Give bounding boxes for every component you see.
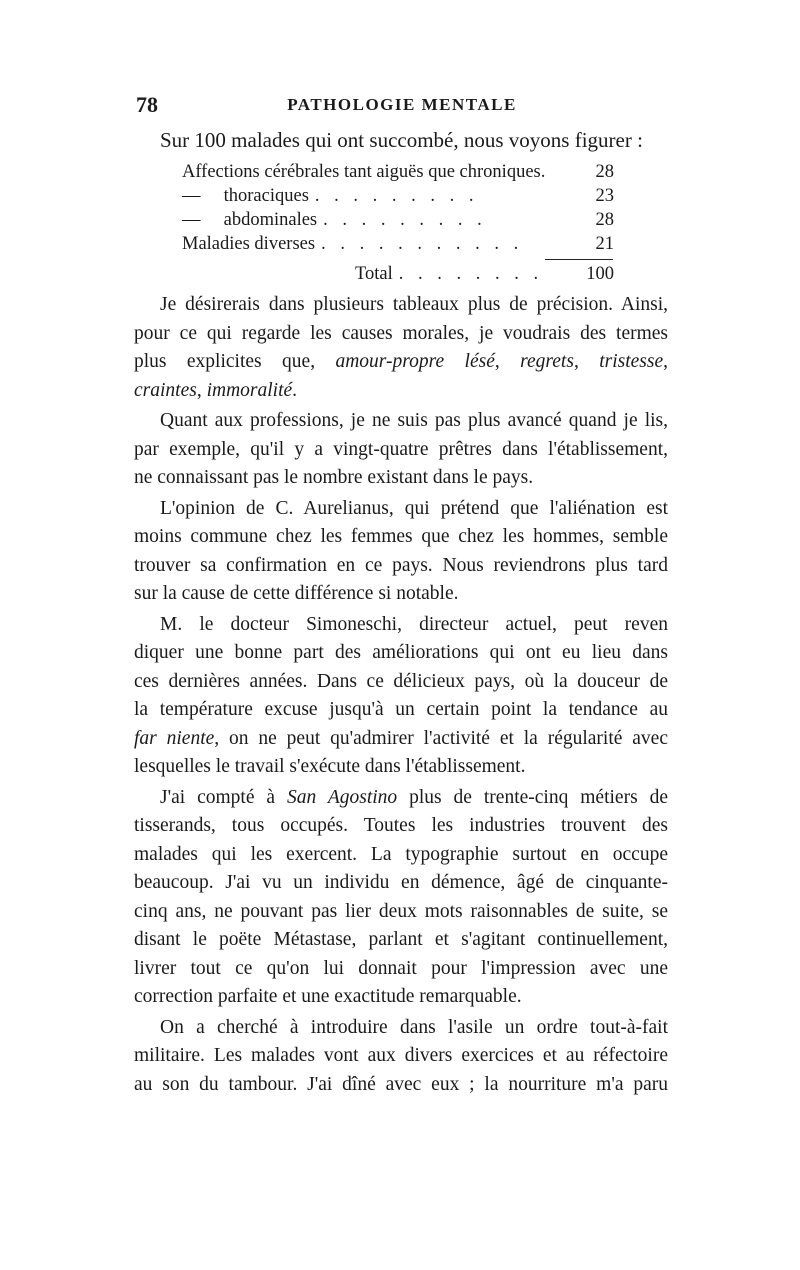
total-value: 100 <box>586 264 614 284</box>
text-line: On a cherché à introduire dans l'asile un ordre tout-à-fait <box>160 1016 668 1038</box>
text-line: par exemple, qu'il y a vingt-quatre prêtres dans l'établissement, <box>134 438 668 460</box>
page-number: 78 <box>136 92 158 117</box>
text-run: , <box>663 351 669 372</box>
total-rule <box>545 259 613 260</box>
italic-term: regrets <box>520 351 574 372</box>
text-line: Quant aux professions, je ne suis pas plus avancé quand je lis, <box>160 410 668 431</box>
text-line: moins commune chez les femmes que chez les hommes, semble <box>134 526 668 547</box>
text-line: diquer une bonne part des améliorations qui ont eu lieu dans <box>134 642 668 663</box>
row-value: 28 <box>595 210 614 230</box>
text-run: , on ne peut qu'admirer l'activité et la régularité avec <box>214 727 668 749</box>
text-line: sur la cause de cette différence si notable. <box>134 583 459 604</box>
page-header <box>136 92 668 122</box>
text-line: Je désirerais dans plusieurs tableaux plus de précision. Ainsi, <box>160 294 668 315</box>
row-label: Affections cérébrales tant aiguës que chroniques. <box>182 162 546 182</box>
text-run: plus explicites que, <box>134 351 336 372</box>
italic-term: amour-propre lésé <box>335 351 495 372</box>
table-row <box>182 210 614 234</box>
text-line: disant le poëte Métastase, parlant et s'agitant continuellement, <box>134 929 668 950</box>
text-line <box>134 784 668 813</box>
text-line: pour ce qui regarde les causes morales, je voudrais des termes <box>134 322 668 344</box>
text-line: la température excuse jusqu'à un certain point la tendance au <box>134 699 668 720</box>
text-line: L'opinion de C. Aurelianus, qui prétend que l'aliénation est <box>160 497 668 519</box>
text-run: . <box>292 379 298 401</box>
leader-dots: . . . . . . . . . . . <box>321 234 524 254</box>
text-line: tisserands, tous occupés. Toutes les industries trouvent des <box>134 815 668 836</box>
text-line: cinq ans, ne pouvant pas lier deux mots raisonnables de suite, se <box>134 900 668 922</box>
italic-term: craintes <box>134 379 197 401</box>
row-label: — thoraciques <box>182 186 309 206</box>
row-label: — abdominales <box>182 210 318 230</box>
leader-dots: . . . . . . . . . <box>314 186 479 206</box>
leader-dots: . . . . . . . . . <box>323 210 487 230</box>
italic-term: San Agostino <box>287 786 398 808</box>
text-line: militaire. Les malades vont aux divers exercices et au réfectoire <box>134 1045 668 1066</box>
table-row <box>182 162 614 186</box>
text-line: livrer tout ce qu'on lui donnait pour l'impression avec une <box>134 957 668 979</box>
text-line: beaucoup. J'ai vu un individu en démence, âgé de cinquante- <box>134 872 668 893</box>
body-text <box>134 291 668 1099</box>
row-value: 28 <box>595 162 614 182</box>
row-value: 23 <box>595 186 614 206</box>
italic-term: tristesse <box>599 351 664 372</box>
text-line <box>134 377 668 406</box>
text-line: au son du tambour. J'ai dîné avec eux ; la nourriture m'a paru <box>134 1073 668 1095</box>
text-line: lesquelles le travail s'exécute dans l'établissement. <box>134 756 526 777</box>
text-run: plus de trente-cinq métiers de <box>397 786 668 808</box>
text-line <box>134 348 668 377</box>
table-row <box>182 234 614 258</box>
row-value: 21 <box>595 234 614 254</box>
text-run: J'ai compté à <box>160 786 288 808</box>
text-line: M. le docteur Simoneschi, directeur actuel, peut reven <box>160 613 668 635</box>
text-run: , <box>494 351 521 372</box>
italic-term: immoralité <box>206 379 293 401</box>
text-line <box>134 725 668 754</box>
text-line: correction parfaite et une exactitude remarquable. <box>134 986 522 1007</box>
row-label: Maladies diverses <box>182 234 316 254</box>
text-line: ne connaissant pas le nombre existant dans le pays. <box>134 467 534 488</box>
leader-dots: . . . . . . . . <box>398 264 544 284</box>
text-line: malades qui les exercent. La typographie surtout en occupe <box>134 843 668 865</box>
text-run: , <box>573 351 600 372</box>
table-row <box>182 186 614 210</box>
total-row <box>355 264 614 285</box>
text-line: trouver sa confirmation en ce pays. Nous reviendrons plus tard <box>134 554 668 576</box>
total-label: Total <box>355 264 393 284</box>
mortality-table <box>182 162 614 258</box>
italic-term: far niente <box>134 727 215 749</box>
intro-sentence: Sur 100 malades qui ont succombé, nous voyons figurer : <box>160 128 643 152</box>
running-title: PATHOLOGIE MENTALE <box>287 95 517 114</box>
text-run: , <box>196 379 207 401</box>
text-line: ces dernières années. Dans ce délicieux pays, où la douceur de <box>134 670 668 692</box>
